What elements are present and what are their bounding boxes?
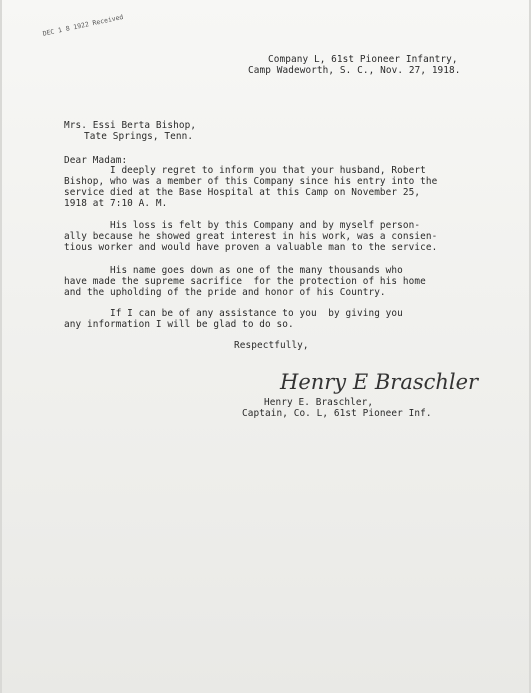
paragraph-2-line-2: ally because he showed great interest in his work, was a consien- — [64, 231, 438, 242]
handwritten-signature: Henry E Braschler — [280, 370, 479, 394]
closing: Respectfully, — [234, 340, 309, 351]
addressee-city: Tate Springs, Tenn. — [84, 131, 194, 142]
paragraph-3-line-2: have made the supreme sacrifice for the protection of his home — [64, 276, 426, 287]
header-line-1: Company L, 61st Pioneer Infantry, — [268, 54, 458, 65]
paragraph-1-line-1: I deeply regret to inform you that your husband, Robert — [64, 165, 426, 176]
header-line-2: Camp Wadeworth, S. C., Nov. 27, 1918. — [248, 65, 461, 76]
salutation: Dear Madam: — [64, 155, 128, 166]
addressee-name: Mrs. Essi Berta Bishop, — [64, 120, 197, 131]
signer-title: Captain, Co. L, 61st Pioneer Inf. — [242, 408, 432, 419]
paragraph-1-line-3: service died at the Base Hospital at this Camp on November 25, — [64, 187, 421, 198]
paragraph-4-line-2: any information I will be glad to do so. — [64, 319, 294, 330]
paragraph-4-line-1: If I can be of any assistance to you by giving you — [64, 308, 403, 319]
paragraph-3-line-3: and the upholding of the pride and honor of his Country. — [64, 287, 386, 298]
paragraph-2-line-1: His loss is felt by this Company and by myself person- — [64, 220, 421, 231]
paragraph-1-line-2: Bishop, who was a member of this Company since his entry into the — [64, 176, 438, 187]
paragraph-2-line-3: tious worker and would have proven a valuable man to the service. — [64, 242, 438, 253]
paragraph-1-line-4: 1918 at 7:10 A. M. — [64, 198, 168, 209]
paragraph-3-line-1: His name goes down as one of the many thousands who — [64, 265, 403, 276]
signer-name: Henry E. Braschler, — [264, 397, 374, 408]
received-stamp: DEC 1 8 1922 Received — [42, 12, 125, 38]
